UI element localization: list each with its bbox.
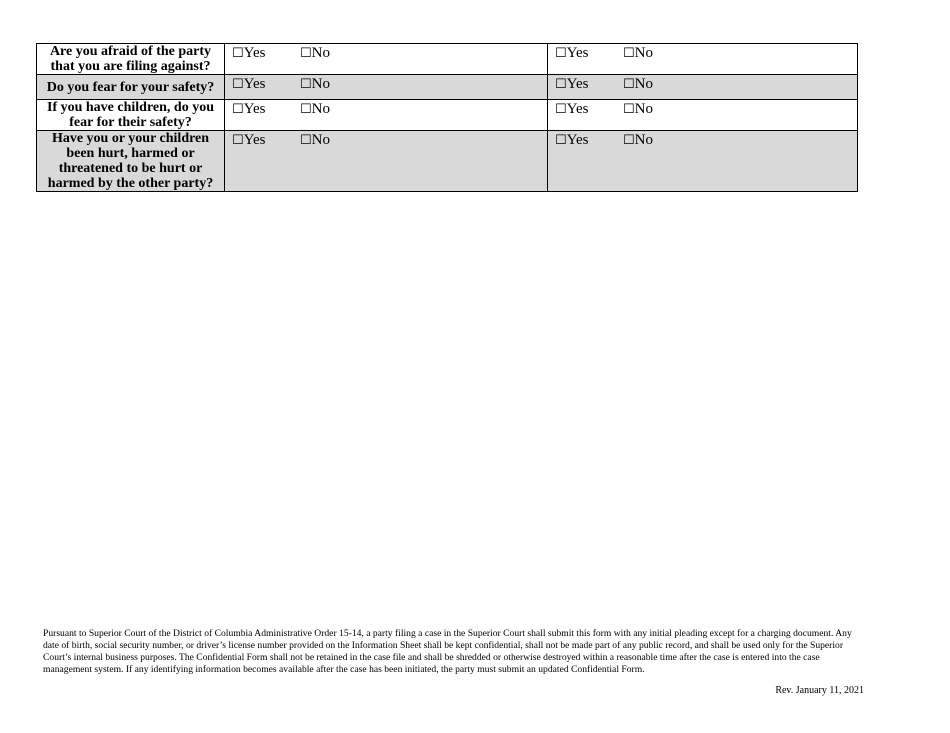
checkbox-icon: ☐: [555, 77, 567, 92]
question-cell: Have you or your children been hurt, harmed or threatened to be hurt or harmed by the other party?: [37, 131, 225, 192]
answer-cell-respondent: [548, 75, 858, 100]
yes-label: Yes: [566, 45, 589, 61]
table-row: [37, 131, 858, 192]
checkbox-icon: ☐: [623, 133, 635, 148]
no-checkbox[interactable]: [623, 131, 653, 150]
no-label: No: [311, 76, 330, 92]
checkbox-icon: ☐: [623, 77, 635, 92]
yes-checkbox[interactable]: [555, 75, 623, 94]
table-row: [37, 100, 858, 131]
yes-checkbox[interactable]: [232, 131, 300, 150]
safety-questions-table: [36, 43, 858, 192]
no-checkbox[interactable]: [300, 75, 330, 94]
checkbox-icon: ☐: [232, 133, 244, 148]
revision-date: Rev. January 11, 2021: [775, 685, 864, 696]
checkbox-icon: ☐: [300, 77, 312, 92]
question-cell: Are you afraid of the party that you are filing against?: [37, 44, 225, 75]
answer-cell-respondent: [548, 100, 858, 131]
checkbox-icon: ☐: [623, 46, 635, 61]
checkbox-icon: ☐: [300, 102, 312, 117]
confidentiality-notice: Pursuant to Superior Court of the District of Columbia Administrative Order 15-14, a party filing a case in the Superior Court shall submit this form with any initial pleading except for a charging document. Any date of birth, social security number, or driver’s license number provided on the Information Sheet shall be kept confidential, shall not be made part of any public record, and shall be used only for the Superior Court’s internal business purposes. The Confidential Form shall not be retained in the case file and shall be shredded or otherwise destroyed within a reasonable time after the case is entered into the case management system. If any identifying information becomes available after the case has been initiated, the party must submit an updated Confidential Form.: [43, 628, 852, 675]
answer-cell-petitioner: [225, 75, 548, 100]
yes-checkbox[interactable]: [232, 75, 300, 94]
yes-label: Yes: [566, 101, 589, 117]
yes-checkbox[interactable]: [555, 100, 623, 119]
yes-label: Yes: [566, 76, 589, 92]
yes-label: Yes: [243, 132, 266, 148]
no-label: No: [634, 132, 653, 148]
answer-cell-respondent: [548, 131, 858, 192]
checkbox-icon: ☐: [232, 77, 244, 92]
no-checkbox[interactable]: [300, 100, 330, 119]
no-checkbox[interactable]: [623, 100, 653, 119]
yes-label: Yes: [243, 101, 266, 117]
no-label: No: [634, 101, 653, 117]
checkbox-icon: ☐: [555, 133, 567, 148]
question-cell: Do you fear for your safety?: [37, 75, 225, 100]
yes-label: Yes: [243, 45, 266, 61]
no-checkbox[interactable]: [623, 75, 653, 94]
no-label: No: [311, 132, 330, 148]
yes-checkbox[interactable]: [232, 44, 300, 63]
checkbox-icon: ☐: [555, 102, 567, 117]
answer-cell-respondent: [548, 44, 858, 75]
checkbox-icon: ☐: [232, 46, 244, 61]
checkbox-icon: ☐: [623, 102, 635, 117]
no-label: No: [634, 45, 653, 61]
no-label: No: [311, 45, 330, 61]
no-checkbox[interactable]: [623, 44, 653, 63]
yes-label: Yes: [243, 76, 266, 92]
answer-cell-petitioner: [225, 44, 548, 75]
no-label: No: [311, 101, 330, 117]
table-row: [37, 44, 858, 75]
checkbox-icon: ☐: [300, 46, 312, 61]
yes-label: Yes: [566, 132, 589, 148]
yes-checkbox[interactable]: [555, 44, 623, 63]
yes-checkbox[interactable]: [555, 131, 623, 150]
checkbox-icon: ☐: [232, 102, 244, 117]
checkbox-icon: ☐: [300, 133, 312, 148]
question-cell: If you have children, do you fear for their safety?: [37, 100, 225, 131]
no-label: No: [634, 76, 653, 92]
no-checkbox[interactable]: [300, 44, 330, 63]
answer-cell-petitioner: [225, 131, 548, 192]
yes-checkbox[interactable]: [232, 100, 300, 119]
answer-cell-petitioner: [225, 100, 548, 131]
checkbox-icon: ☐: [555, 46, 567, 61]
table-row: [37, 75, 858, 100]
no-checkbox[interactable]: [300, 131, 330, 150]
